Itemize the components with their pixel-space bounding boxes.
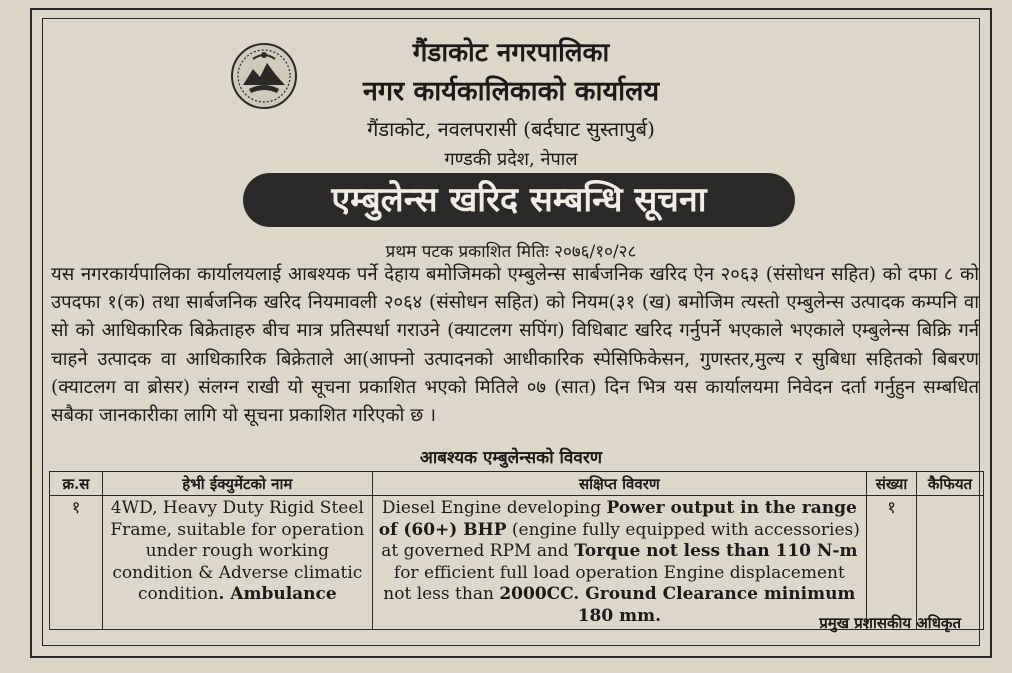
header-serial: क्र.स xyxy=(50,472,103,496)
row-quantity: १ xyxy=(867,496,917,630)
desc-power-output: Power output in the range of (60+) BHP xyxy=(378,498,857,540)
desc-part-1: Diesel Engine developing xyxy=(381,498,607,518)
header-equipment: हेभी ईक्युमेंटको नाम xyxy=(102,472,372,496)
notice-body: यस नगरकार्यपालिका कार्यालयलाई आबश्यक पर्ने देहाय बमोजिमको एम्बुलेन्स सार्बजनिक खरिद ऐन २०६३ (संसोधन सहित) को दफा ८ को उपदफा १(क) तथा सार्बजनिक खरिद नियमावली २०६४ (संसोधन सहित) को नियम(३१ (ख) बमोजिम त्यस्तो एम्बुलेन्स उत्पादक कम्पनि वा सो को आधिकारिक बिक्रेताहरु बीच मात्र प्रतिस्पर्धा गराउने (क्याटलग सपिंग) विधिबाट खरिद गर्नुपर्ने भएकाले भएकाले एम्बुलेन्स बिक्रि गर्न चाहने उत्पादक वा आधिकारिक बिक्रेताले आ(आफ्नो उत्पादनको आधीकारिक स्पेसिफिकेसन, गुणस्तर,मुल्य र सुबिधा सहितको बिबरण (क्याटलग वा ब्रोसर) संलग्न राखी यो सूचना प्रकाशित भएको मितिले ०७ (सात) दिन भित्र यस कार्यालयमा निवेदन दर्ता गर्नुहुन सम्बधित सबैका जानकारीका लागि यो सूचना प्रकाशित गरिएको छ । xyxy=(51,264,979,427)
desc-part-3: (engine fully equipped with accessories) at governed RPM and xyxy=(381,519,860,561)
row-description xyxy=(372,496,866,630)
office-address: गैंडाकोट, नवलपरासी (बर्दघाट सुस्तापुर्ब) xyxy=(367,117,655,141)
table-header-row xyxy=(50,472,984,496)
table-row xyxy=(50,496,984,630)
header-remarks: कैफियत xyxy=(916,472,983,496)
row-remarks xyxy=(916,496,983,630)
row-serial: १ xyxy=(50,496,103,630)
equipment-spec-text: 4WD, Heavy Duty Rigid Steel Frame, suitable for operation under rough working condition & Adverse climatic condition xyxy=(110,498,365,604)
province-line: गण्डकी प्रदेश, नेपाल xyxy=(444,149,578,170)
office-name: नगर कार्यकालिकाको कार्यालय xyxy=(362,76,660,107)
equipment-type: . Ambulance xyxy=(218,584,337,604)
header-description: सक्षिप्त विवरण xyxy=(372,472,866,496)
desc-torque: Torque not less than 110 N-m xyxy=(574,541,858,561)
row-equipment xyxy=(102,496,372,630)
desc-part-5: for efficient full load operation Engine displacement not less than xyxy=(383,562,845,604)
ambulance-spec-table xyxy=(49,471,984,630)
notice-title-banner: एम्बुलेन्स खरिद सम्बन्धि सूचना xyxy=(243,173,795,227)
publication-date: प्रथम पटक प्रकाशित मितिः २०७६/१०/२८ xyxy=(385,242,637,262)
table-caption: आबश्यक एम्बुलेन्सको विवरण xyxy=(419,448,603,468)
header-quantity: संख्या xyxy=(867,472,917,496)
desc-displacement-clearance: 2000CC. Ground Clearance minimum 180 mm. xyxy=(499,584,856,626)
municipality-name: गैंडाकोट नगरपालिका xyxy=(412,38,610,68)
signatory-title: प्रमुख प्रशासकीय अधिकृत xyxy=(819,614,961,632)
notice-frame xyxy=(30,8,992,658)
notice-inner-border xyxy=(42,18,980,646)
